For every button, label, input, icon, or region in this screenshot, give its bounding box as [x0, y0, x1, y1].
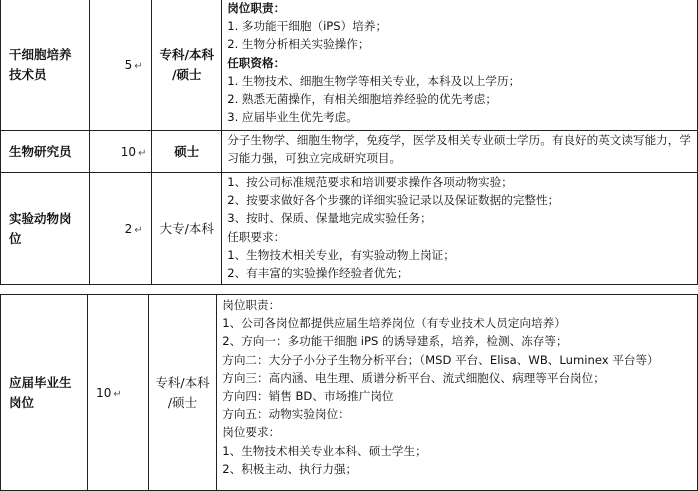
education-cell — [152, 131, 222, 173]
position-cell — [1, 173, 90, 285]
headcount-cell — [89, 131, 151, 173]
description-heading: 任职资格： — [227, 55, 286, 70]
paragraph-mark-icon: ↵ — [113, 388, 122, 400]
position-cell — [1, 131, 90, 173]
headcount-cell — [89, 0, 151, 131]
description-line: 1. 生物技术、细胞生物学等相关专业，本科及以上学历； — [227, 73, 521, 88]
description-line: 1、公司各岗位都提供应届生培养岗位（有专业技术人员定向培养） — [222, 316, 566, 331]
education-cell — [148, 295, 216, 491]
position-line: 技术员 — [9, 66, 47, 82]
headcount-value: 5 — [124, 57, 133, 72]
table-row — [1, 131, 698, 173]
education-cell — [152, 0, 222, 131]
description-line: 方向三：高内涵、电生理、质谱分析平台、流式细胞仪、病理等平台岗位； — [222, 370, 605, 385]
description-line: 方向二：大分子小分子生物分析平台；（MSD 平台、Elisa、WB、Luminex 平台等） — [222, 352, 659, 367]
description-line: 岗位要求： — [222, 425, 281, 440]
table-row — [1, 173, 698, 285]
headcount-value: 2 — [124, 221, 133, 236]
description-heading: 岗位职责： — [227, 1, 286, 15]
headcount-value: 10 — [96, 385, 112, 400]
description-line: 2、有丰富的实验操作经验者优先； — [227, 265, 409, 280]
position-line: 位 — [9, 230, 22, 246]
paragraph-mark-icon: ↵ — [134, 60, 143, 72]
headcount-cell — [88, 295, 149, 491]
description-cell — [217, 295, 698, 491]
position-cell — [1, 0, 90, 131]
paragraph-mark-icon: ↵ — [138, 147, 147, 159]
education-line: 专科/本科 — [159, 46, 215, 62]
description-line: 任职要求： — [227, 229, 286, 244]
table-row — [1, 295, 698, 491]
table-row — [1, 0, 698, 131]
position-line: 实验动物岗 — [9, 210, 72, 226]
description-line: 1. 多功能干细胞（iPS）培养； — [227, 19, 388, 34]
description-line: 3、按时、保质、保量地完成实验任务； — [227, 211, 432, 226]
paragraph-mark-icon: ↵ — [134, 224, 143, 236]
education-cell — [152, 173, 222, 285]
description-line: 1、生物技术相关专业本科、硕士学生； — [222, 443, 427, 458]
description-line: 方向四：销售 BD、市场推广岗位 — [222, 388, 394, 403]
position-line: 应届毕业生 — [9, 374, 72, 390]
education-line: /硕士 — [167, 394, 198, 410]
education-line: 专科/本科 — [155, 374, 210, 390]
description-cell — [222, 0, 698, 131]
description-line: 岗位职责： — [222, 298, 281, 312]
description-line: 2. 生物分析相关实验操作； — [227, 37, 370, 52]
description-line: 2、方向一：多功能干细胞 iPS 的诱导建系，培养，检测、冻存等； — [222, 334, 568, 349]
position-cell — [1, 295, 88, 491]
description-line: 分子生物学、细胞生物学，免疫学，医学及相关专业硕士学历。有良好的英文读写能力，学习能力强，可独立完成研究项目。 — [227, 133, 691, 166]
description-line: 2、积极主动、执行力强； — [222, 461, 358, 476]
position-line: 生物研究员 — [9, 143, 72, 159]
description-cell — [222, 131, 698, 173]
description-line: 方向五：动物实验岗位： — [222, 407, 350, 422]
headcount-value: 10 — [120, 144, 137, 159]
description-line: 3. 应届毕业生优先考虑。 — [227, 110, 358, 125]
education-line: 硕士 — [174, 143, 200, 159]
recruitment-table-lower — [0, 294, 698, 491]
description-line: 2、按要求做好各个步骤的详细实验记录以及保证数据的完整性； — [227, 193, 560, 208]
education-line: /硕士 — [171, 66, 202, 82]
headcount-cell — [89, 173, 151, 285]
description-line: 1、生物技术相关专业，有实验动物上岗证； — [227, 247, 455, 262]
description-line: 1、按公司标准规范要求和培训要求操作各项动物实验； — [227, 175, 513, 189]
position-line: 岗位 — [9, 394, 35, 410]
education-line: 大专/本科 — [159, 220, 214, 236]
position-line: 干细胞培养 — [9, 46, 72, 62]
description-line: 2. 熟悉无菌操作，有相关细胞培养经验的优先考虑； — [227, 91, 497, 106]
description-cell — [222, 173, 698, 285]
